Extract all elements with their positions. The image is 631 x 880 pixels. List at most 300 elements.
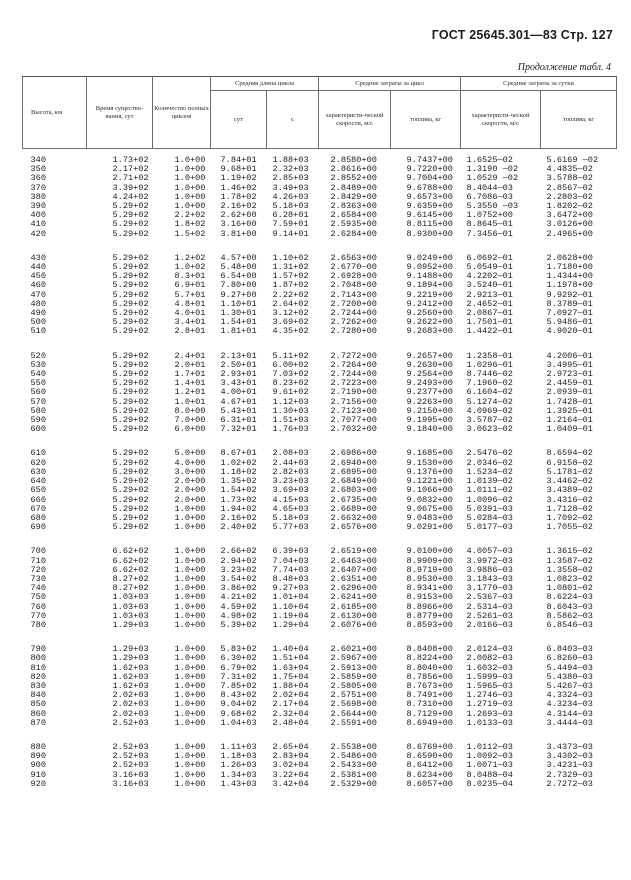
- table-cell: 2.7244+00: [330, 370, 377, 380]
- table-cell: 2.7032+00: [330, 425, 377, 435]
- table-cell: 5.4267—03: [546, 681, 593, 691]
- table-cell: 8.9909+00: [406, 556, 453, 566]
- table-cell: 460: [30, 281, 46, 291]
- table-cell: 1.5+02: [174, 229, 206, 239]
- table-cell: 2.9213—01: [466, 290, 513, 300]
- table-cell: 7.03+02: [272, 370, 309, 380]
- table-cell: 400: [30, 211, 46, 221]
- table-cell: 2.7123+00: [330, 406, 377, 416]
- table-cell: 500: [30, 318, 46, 328]
- table-cell: 5.29+02: [112, 416, 149, 426]
- table-cell: 9.14+01: [272, 229, 309, 239]
- table-cell: 1.35+02: [220, 477, 257, 487]
- table-cell: 6.9158—02: [546, 458, 593, 468]
- table-cell: 2.6895+00: [330, 467, 377, 477]
- table-cell: 7.31+02: [220, 672, 257, 682]
- table-row: [23, 281, 617, 290]
- group-spacer: [23, 630, 617, 645]
- table-cell: 1.0+00: [174, 709, 206, 719]
- table-cell: 2.6770—00: [330, 263, 377, 273]
- table-cell: 8.6234+00: [406, 770, 453, 780]
- table-cell: 1.0111—02: [466, 486, 513, 496]
- table-cell: 2.5314—03: [466, 602, 513, 612]
- table-row: [23, 654, 617, 663]
- table-cell: 2.52+03: [112, 752, 149, 762]
- table-cell: 1.2164—01: [546, 416, 593, 426]
- table-cell: 5.29+02: [112, 229, 149, 239]
- table-cell: 2.62+00: [220, 211, 257, 221]
- table-cell: 2.5381+00: [330, 770, 377, 780]
- table-cell: 4.4835—02: [546, 165, 593, 175]
- table-cell: 4.3324—03: [546, 691, 593, 701]
- group-spacer: [23, 434, 617, 449]
- table-row: [23, 505, 617, 514]
- table-cell: 2.5329+00: [330, 779, 377, 789]
- table-cell: 1.11+03: [220, 742, 257, 752]
- table-cell: 3.1843—03: [466, 574, 513, 584]
- table-cell: 2.7077+00: [330, 416, 377, 426]
- table-cell: 2.22+02: [272, 290, 309, 300]
- table-cell: 700: [30, 547, 46, 557]
- table-cell: 6.54+00: [220, 272, 257, 282]
- table-cell: 3.4995—01: [546, 360, 593, 370]
- table-cell: 2.50+01: [220, 360, 257, 370]
- table-cell: 1.04+03: [220, 718, 257, 728]
- table-cell: 5.4494—03: [546, 663, 593, 673]
- table-cell: 3.02+04: [272, 761, 309, 771]
- table-cell: 9.6145+00: [406, 211, 453, 221]
- table-cell: 660: [30, 495, 46, 505]
- table-cell: 3.81+00: [220, 229, 257, 239]
- table-cell: 4.0+01: [174, 309, 206, 319]
- table-cell: 7.0+00: [174, 416, 206, 426]
- table-cell: 9.27+03: [272, 584, 309, 594]
- table-cell: 9.1894+00: [406, 281, 453, 291]
- table-cell: 720: [30, 565, 46, 575]
- table-cell: 5.29+02: [112, 272, 149, 282]
- table-cell: 1.0+00: [174, 593, 206, 603]
- table-cell: 9.0675+00: [406, 504, 453, 514]
- table-row: [23, 700, 617, 709]
- table-row: [23, 603, 617, 612]
- table-cell: 5.29+02: [112, 523, 149, 533]
- table-cell: 7.3456—01: [466, 229, 513, 239]
- table-cell: 2.4459—01: [546, 379, 593, 389]
- table-cell: 2.6986+00: [330, 449, 377, 459]
- table-cell: 8.67+01: [220, 449, 257, 459]
- table-cell: 5.0549—01: [466, 263, 513, 273]
- table-cell: 1.0+00: [174, 192, 206, 202]
- table-row: [23, 272, 617, 281]
- table-cell: 5.18+03: [272, 202, 309, 212]
- table-cell: 2.7143+00: [330, 290, 377, 300]
- table-cell: 2.8429+00: [330, 192, 377, 202]
- table-cell: 6.79+02: [220, 663, 257, 673]
- table-cell: 1.0+00: [174, 654, 206, 664]
- table-cell: 5.1781—02: [546, 467, 593, 477]
- table-cell: 2.93+01: [220, 370, 257, 380]
- table-cell: 1.0+02: [174, 263, 206, 273]
- table-cell: 8.9341+00: [406, 584, 453, 594]
- table-cell: 8.6594—02: [546, 449, 593, 459]
- table-cell: 8.27+02: [112, 574, 149, 584]
- table-cell: 880: [30, 742, 46, 752]
- table-cell: 1.30+03: [272, 406, 309, 416]
- table-cell: 6.8546—03: [546, 620, 593, 630]
- table-cell: 2.7244+00: [330, 309, 377, 319]
- table-cell: 2.5591+00: [330, 718, 377, 728]
- table-cell: 9.1488+00: [406, 272, 453, 282]
- table-cell: 3.0623—02: [466, 425, 513, 435]
- table-cell: 2.17+02: [112, 165, 149, 175]
- table-cell: 2.5538+00: [330, 742, 377, 752]
- group-spacer-cell: [23, 239, 617, 254]
- table-row: [23, 309, 617, 318]
- table-row: [23, 752, 617, 761]
- table-cell: 2.6689+00: [330, 504, 377, 514]
- table-cell: 4.2006—01: [546, 351, 593, 361]
- table-cell: 1.01+04: [272, 593, 309, 603]
- table-cell: 1.3190 —02: [466, 165, 519, 175]
- table-cell: 3.5788—02: [546, 174, 593, 184]
- table-row: [23, 449, 617, 458]
- table-cell: 1.0092—03: [466, 752, 513, 762]
- table-cell: 5.0284—03: [466, 513, 513, 523]
- table-cell: 3.4444—03: [546, 718, 593, 728]
- table-cell: 3.69+03: [272, 486, 309, 496]
- table-row: [23, 566, 617, 575]
- table-cell: 410: [30, 220, 46, 230]
- table-cell: 3.54+02: [220, 574, 257, 584]
- table-cell: 9.0100+00: [406, 547, 453, 557]
- table-cell: 2.64+02: [272, 299, 309, 309]
- group-spacer: [23, 728, 617, 743]
- table-row: [23, 477, 617, 486]
- table-cell: 2.2+02: [174, 211, 206, 221]
- table-cell: 9.6359+00: [406, 202, 453, 212]
- table-cell: 2.7048+00: [330, 281, 377, 291]
- table-cell: 2.4+01: [174, 351, 206, 361]
- table-cell: 5.83+02: [220, 645, 257, 655]
- table-cell: 3.4231—03: [546, 761, 593, 771]
- table-row: [23, 361, 617, 370]
- column-header-cycle-char-speed: характеристи-ческой скорости, м/с: [319, 91, 391, 149]
- table-cell: 1.10+04: [272, 602, 309, 612]
- table-cell: 8.8779+00: [406, 611, 453, 621]
- table-cell: 3.5787—02: [466, 416, 513, 426]
- table-cell: 8.27+02: [112, 584, 149, 594]
- column-header-altitude: Высота, км: [23, 77, 87, 149]
- table-cell: 4.0057—03: [466, 547, 513, 557]
- table-cell: 1.0+00: [174, 504, 206, 514]
- table-cell: 9.68+02: [220, 709, 257, 719]
- table-cell: 2.6632+00: [330, 513, 377, 523]
- table-cell: 1.0+00: [174, 691, 206, 701]
- table-cell: 1.0+00: [174, 156, 206, 165]
- table-cell: 360: [30, 174, 46, 184]
- table-cell: 5.18+03: [272, 513, 309, 523]
- table-cell: 550: [30, 379, 46, 389]
- table-row: [23, 468, 617, 477]
- group-spacer: [23, 149, 617, 157]
- table-cell: 9.7004+00: [406, 174, 453, 184]
- table-cell: 890: [30, 752, 46, 762]
- table-row: [23, 673, 617, 682]
- table-cell: 8.0+00: [174, 406, 206, 416]
- table-cell: 3.39+02: [112, 183, 149, 193]
- table-row: [23, 547, 617, 556]
- table-cell: 420: [30, 229, 46, 239]
- table-cell: 6.62+02: [112, 547, 149, 557]
- table-cell: 2.6407+00: [330, 565, 377, 575]
- table-cell: 2.85+03: [272, 174, 309, 184]
- table-cell: 2.02+03: [112, 691, 149, 701]
- table-cell: 2.7200+00: [330, 299, 377, 309]
- table-cell: 9.2683+00: [406, 327, 453, 337]
- table-cell: 4.65+03: [272, 504, 309, 514]
- group-header-cycle-length: Средняя длина цикла: [211, 77, 319, 91]
- table-cell: 2.52+03: [112, 761, 149, 771]
- table-cell: 2.8+01: [174, 327, 206, 337]
- column-header-day-char-speed: характеристи-ческой скорости, м/с: [461, 91, 541, 149]
- table-cell: 8.7491+00: [406, 691, 453, 701]
- table-cell: 4.57+00: [220, 253, 257, 263]
- table-cell: 9.1995+00: [406, 416, 453, 426]
- table-cell: 4.9020—01: [546, 327, 593, 337]
- table-cell: 1.30+01: [220, 309, 257, 319]
- table-cell: 9.1221+00: [406, 477, 453, 487]
- table-cell: 4.3144—03: [546, 709, 593, 719]
- table-cell: 2.08+03: [272, 449, 309, 459]
- table-cell: 9.0249+00: [406, 253, 453, 263]
- table-cell: 1.1978+00: [546, 281, 593, 291]
- table-cell: 5.77+03: [272, 523, 309, 533]
- column-header-cycle-fuel: топлива, кг: [391, 91, 461, 149]
- table-cell: 1.0+00: [174, 700, 206, 710]
- table-cell: 370: [30, 183, 46, 193]
- table-row: [23, 459, 617, 468]
- table-cell: 3.16+03: [112, 779, 149, 789]
- table-cell: 9.6788+00: [406, 183, 453, 193]
- table-cell: 8.0235—04: [466, 779, 513, 789]
- table-cell: 1.29+03: [112, 645, 149, 655]
- table-cell: 1.51+03: [272, 416, 309, 426]
- table-cell: 1.7180+00: [546, 263, 593, 273]
- table-cell: 1.0+00: [174, 523, 206, 533]
- table-cell: 2.8489+00: [330, 183, 377, 193]
- table-row: [23, 612, 617, 621]
- table-cell: 540: [30, 370, 46, 380]
- table-row: [23, 645, 617, 654]
- table-cell: 1.0+00: [174, 165, 206, 175]
- table-cell: 1.54+02: [220, 486, 257, 496]
- table-cell: 8.6412+00: [406, 761, 453, 771]
- table-cell: 6.62+02: [112, 565, 149, 575]
- table-cell: 1.0+00: [174, 574, 206, 584]
- table-cell: 8.6224—03: [546, 593, 593, 603]
- table-cell: 1.0+01: [174, 397, 206, 407]
- table-cell: 3.0126+00: [546, 220, 593, 230]
- table-cell: 1.0+00: [174, 645, 206, 655]
- table-cell: 690: [30, 523, 46, 533]
- column-header-length-seconds: с: [267, 91, 319, 149]
- table-cell: 2.71+02: [112, 174, 149, 184]
- table-cell: 3.69+02: [272, 318, 309, 328]
- table-cell: 5.29+02: [112, 263, 149, 273]
- table-cell: 4.98+02: [220, 611, 257, 621]
- column-header-cycles: Количество полных циклов: [153, 77, 211, 149]
- table-cell: 8.7446—02: [466, 370, 513, 380]
- table-cell: 5.0391—03: [466, 504, 513, 514]
- group-spacer-cell: [23, 149, 617, 157]
- table-cell: 3.4302—03: [546, 752, 593, 762]
- table-cell: 9.61+02: [272, 388, 309, 398]
- table-cell: 8.6590+00: [406, 752, 453, 762]
- table-cell: 2.0082—03: [466, 654, 513, 664]
- table-cell: 1.5234—02: [466, 467, 513, 477]
- table-cell: 340: [30, 156, 46, 165]
- table-cell: 1.5999—03: [466, 672, 513, 682]
- table-row: [23, 193, 617, 202]
- table-cell: 1.0+00: [174, 183, 206, 193]
- table-cell: 1.7055—02: [546, 523, 593, 533]
- table-cell: 1.0133—03: [466, 718, 513, 728]
- table-cell: 9.1376+00: [406, 467, 453, 477]
- table-cell: 2.0+00: [174, 495, 206, 505]
- table-cell: 8.7673+00: [406, 681, 453, 691]
- table-cell: 5.43+01: [220, 406, 257, 416]
- table-cell: 7.0927—01: [546, 309, 593, 319]
- table-cell: 1.76+03: [272, 425, 309, 435]
- table-cell: 810: [30, 663, 46, 673]
- table-cell: 3.16+03: [112, 770, 149, 780]
- table-cell: 2.6519+00: [330, 547, 377, 557]
- table-cell: 2.6576+00: [330, 523, 377, 533]
- table-cell: 9.7220+00: [406, 165, 453, 175]
- table-cell: 3.4389—02: [546, 486, 593, 496]
- table-cell: 5.29+02: [112, 486, 149, 496]
- table-cell: 1.57+02: [272, 272, 309, 282]
- table-cell: 5.29+02: [112, 495, 149, 505]
- table-cell: 5.29+02: [112, 220, 149, 230]
- table-cell: 5.29+02: [112, 351, 149, 361]
- table-cell: 5.29+02: [112, 281, 149, 291]
- table-cell: 1.0752+00: [466, 211, 513, 221]
- table-cell: 9.2630+00: [406, 360, 453, 370]
- table-cell: 2.7272—03: [546, 779, 593, 789]
- table-cell: 5.0+00: [174, 449, 206, 459]
- table-row: [23, 398, 617, 407]
- table-cell: 610: [30, 449, 46, 459]
- table-cell: 3.42+04: [272, 779, 309, 789]
- table-row: [23, 719, 617, 728]
- table-cell: 1.0+00: [174, 174, 206, 184]
- table-cell: 1.73+02: [220, 495, 257, 505]
- table-cell: 9.1530+00: [406, 458, 453, 468]
- table-cell: 2.5751+00: [330, 691, 377, 701]
- table-cell: 2.6076+00: [330, 620, 377, 630]
- table-cell: 1.3615—02: [546, 547, 593, 557]
- table-row: [23, 388, 617, 397]
- table-row: [23, 682, 617, 691]
- table-cell: 1.03+03: [112, 593, 149, 603]
- table-row: [23, 523, 617, 532]
- table-cell: 3.16+00: [220, 220, 257, 230]
- table-row: [23, 575, 617, 584]
- table-cell: 2.6284+00: [330, 229, 377, 239]
- table-row: [23, 416, 617, 425]
- table-cell: 2.5433+00: [330, 761, 377, 771]
- table-cell: 8.0488—04: [466, 770, 513, 780]
- table-cell: 9.1066+00: [406, 486, 453, 496]
- table-cell: 2.17+04: [272, 700, 309, 710]
- table-cell: 4.15+03: [272, 495, 309, 505]
- table-cell: 2.02+03: [112, 709, 149, 719]
- table-row: [23, 710, 617, 719]
- table-cell: 3.1770—03: [466, 584, 513, 594]
- table-cell: 5.11+02: [272, 351, 309, 361]
- table-row: [23, 593, 617, 602]
- table-cell: 2.6849+00: [330, 477, 377, 487]
- table-cell: 2.6563+00: [330, 253, 377, 263]
- table-cell: 4.59+02: [220, 602, 257, 612]
- table-row: [23, 220, 617, 229]
- table-cell: 1.0+00: [174, 602, 206, 612]
- table-cell: 8.9530+00: [406, 574, 453, 584]
- table-cell: 1.0+00: [174, 752, 206, 762]
- table-cell: 820: [30, 672, 46, 682]
- table-cell: 8.3789—01: [546, 299, 593, 309]
- table-cell: 9.0832+00: [406, 495, 453, 505]
- table-cell: 1.0409—01: [546, 425, 593, 435]
- table-cell: 2.6928+00: [330, 272, 377, 282]
- table-cell: 1.0139—02: [466, 477, 513, 487]
- table-cell: 2.6185+00: [330, 602, 377, 612]
- table-cell: 530: [30, 360, 46, 370]
- table-cell: 2.5935+00: [330, 220, 377, 230]
- table-cell: 1.2746—03: [466, 691, 513, 701]
- table-cell: 5.29+02: [112, 309, 149, 319]
- table-row: [23, 352, 617, 361]
- table-row: [23, 379, 617, 388]
- table-cell: 2.66+02: [220, 547, 257, 557]
- table-cell: 1.3587—02: [546, 556, 593, 566]
- table-cell: 8.8645—01: [466, 220, 513, 230]
- table-cell: 1.29+04: [272, 620, 309, 630]
- table-cell: 8.6949+00: [406, 718, 453, 728]
- table-cell: 910: [30, 770, 46, 780]
- table-cell: 8.8115+00: [406, 220, 453, 230]
- table-row: [23, 691, 617, 700]
- table-cell: 1.2358—01: [466, 351, 513, 361]
- table-cell: 2.5913+00: [330, 663, 377, 673]
- table-cell: 8.4044—03: [466, 183, 513, 193]
- table-row: [23, 557, 617, 566]
- table-row: [23, 318, 617, 327]
- table-cell: 2.52+03: [112, 742, 149, 752]
- table-cell: 5.29+02: [112, 290, 149, 300]
- table-cell: 1.0823—02: [546, 574, 593, 584]
- table-cell: 2.7280+00: [330, 327, 377, 337]
- table-cell: 1.73+02: [112, 156, 149, 165]
- table-cell: 600: [30, 425, 46, 435]
- table-cell: 1.7501—01: [466, 318, 513, 328]
- table-cell: 2.7156+00: [330, 397, 377, 407]
- table-row: [23, 743, 617, 752]
- table-cell: 2.7262+00: [330, 318, 377, 328]
- table-cell: 8.23+02: [272, 379, 309, 389]
- table-cell: 1.0+00: [174, 672, 206, 682]
